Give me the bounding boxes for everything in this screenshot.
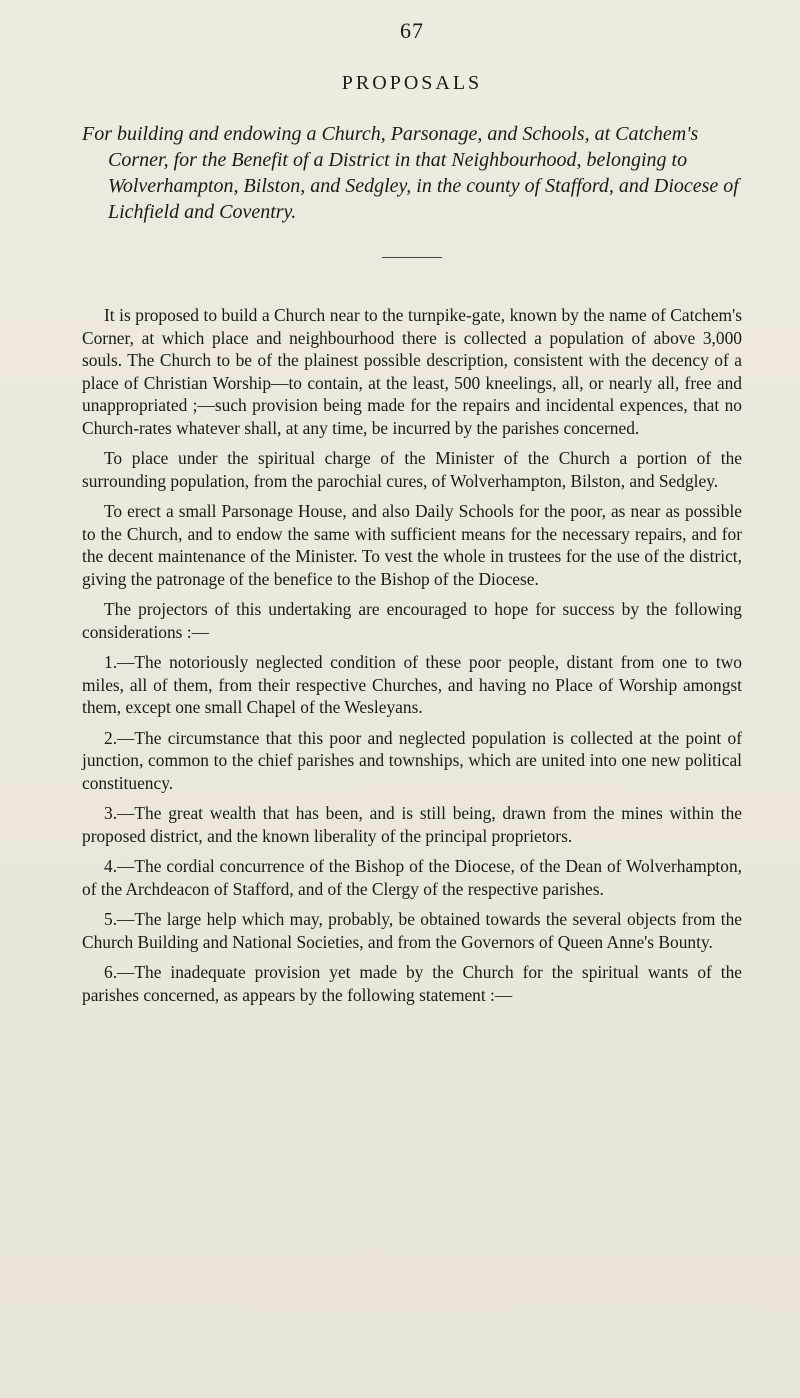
consideration-item-5: 5.—The large help which may, probably, be obtained towards the several objects from the Church Building and National Societies, and from the Governors of Queen Anne's Bounty. (82, 909, 742, 952)
consideration-item-2: 2.—The circumstance that this poor and neglected population is collected at the point of junction, common to the chief parishes and townships, which are united into one new political constituency. (82, 727, 742, 793)
consideration-item-1: 1.—The notoriously neglected condition of these poor people, distant from one to two miles, all of them, from their respective Churches, and having no Place of Worship amongst them, except one small Chapel of the Wesleyans. (82, 652, 742, 717)
paragraph-spiritual-charge: To place under the spiritual charge of the Minister of the Church a portion of the surrounding population, from the parochial cures, of Wolverhampton, Bilston, and Sedgley. (82, 448, 742, 491)
proposal-subtitle: For building and endowing a Church, Parsonage, and Schools, at Catchem's Corner, for the Benefit of a District in that Neighbourhood, belonging to Wolverhampton, Bilston, and Sedgley, in the county of Stafford, and Diocese of Lichfield and Coventry. (82, 123, 739, 223)
page-heading: PROPOSALS (341, 72, 483, 94)
paragraph-parsonage-schools: To erect a small Parsonage House, and also Daily Schools for the poor, as near as possible to the Church, and to endow the same with sufficient means for the necessary repairs, and for the decent maintenance of the Minister. To vest the whole in trustees for the use of the district, giving the patronage of the benefice to the Bishop of the Diocese. (82, 501, 742, 589)
page-number: 67 (400, 18, 424, 43)
consideration-item-6: 6.—The inadequate provision yet made by the Church for the spiritual wants of the parishes concerned, as appears by the following statement :— (82, 962, 742, 1005)
paragraph-church-proposal: It is proposed to build a Church near to the turnpike-gate, known by the name of Catchem's Corner, at which place and neighbourhood there is collected a population of above 3,000 souls. The Church to be of the plainest possible description, consistent with the decency of a place of Christian Worship—to contain, at the least, 500 kneelings, all, or nearly all, free and unappropriated ;—such provision being made for the repairs and incidental expences, that no Church-rates whatever shall, at any time, be incurred by the parishes concerned. (82, 305, 742, 438)
section-divider (382, 257, 442, 258)
consideration-item-3: 3.—The great wealth that has been, and is still being, drawn from the mines within the proposed district, and the known liberality of the principal proprietors. (82, 803, 742, 846)
paragraph-considerations-intro: The projectors of this undertaking are encouraged to hope for success by the following considerations :— (82, 599, 742, 642)
consideration-item-4: 4.—The cordial concurrence of the Bishop of the Diocese, of the Dean of Wolverhampton, of the Archdeacon of Stafford, and of the Clergy of the respective parishes. (82, 856, 742, 899)
